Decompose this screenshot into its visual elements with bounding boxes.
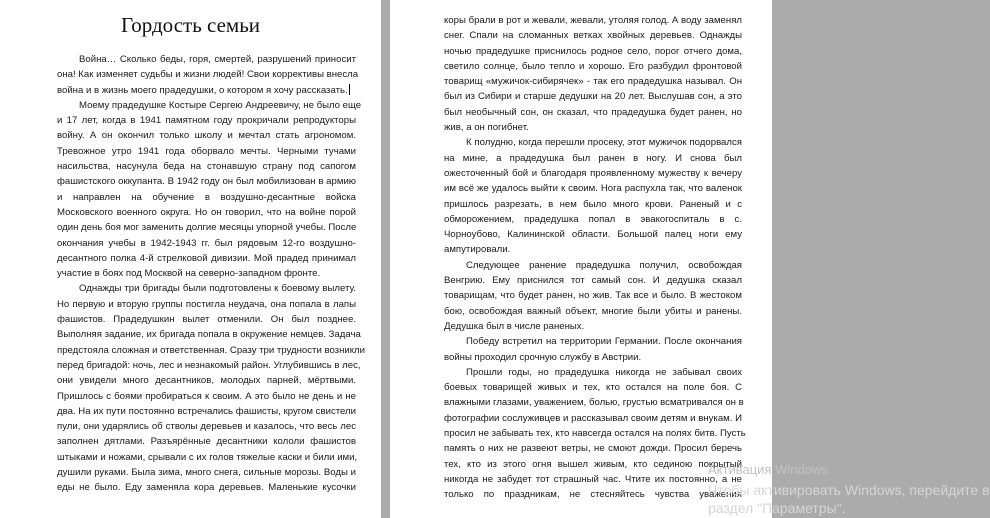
text-line: и направлен на обучение в воздушно-десантные войска (57, 191, 356, 203)
text-line: штыками и ножами, срывали с их голов тяжелые каски и били ими, (57, 451, 358, 463)
text-line: боевых товарищей живых и тех, кто остался на поле боя. С (444, 382, 742, 394)
text-line: десантного полка 4-й стрелковой дивизии. Мой прадед принимал (57, 252, 356, 264)
text-line: Но первую и вторую группы постигла неудача, она попала в лапы (57, 298, 356, 310)
text-line: Война… Сколько беды, горя, смертей, разрушений приносит (79, 54, 356, 65)
text-line: война и в жизнь моего прадедушки, о котором я хочу рассказать. (57, 84, 348, 96)
text-line: ночью прадедушке приснилось родное село, порог отчего дома, (444, 45, 742, 57)
text-line: Чорноубово, Калининской области. Большой палец ноги ему (444, 229, 742, 241)
document-page-right (390, 0, 772, 518)
text-line: войну. А он окончил только школу и мечтал стать агрономом. (57, 130, 356, 142)
document-body-right[interactable] (444, 13, 746, 503)
text-line: снег. Спали на сломанных ветках хвойных деревьев. Однажды (444, 30, 742, 42)
text-line: и 17 лет, когда в 1941 памятном году прокричали репродукторы (57, 115, 356, 127)
text-line: был необычный сон, он сказал, что прадедушка будет ранен, но (444, 106, 742, 118)
activation-watermark-text: Чтобы активировать Windows, перейдите в (708, 482, 990, 498)
text-line: они увидели много десантников, молодых парней, мёртвыми. (57, 375, 356, 387)
text-line: Победу встретил на территории Германии. После окончания (466, 336, 742, 348)
text-line: был из Сибири и старше дедушки на 20 лет. Выслушав сон, а это (444, 91, 742, 103)
text-line: товарищ «мужичок-сибирячек» - так его прадедушка называл. Он (444, 76, 742, 88)
text-line: только по праздникам, не стесняйтесь чувства уважения (444, 489, 742, 501)
text-line: жив, а он погибнет. (444, 122, 529, 134)
text-line: Однажды три бригады были подготовлены к боевому вылету. (79, 283, 356, 295)
text-line: перед бригадой: ночь, лес и незнакомый район. Углубившись в лес, (57, 359, 361, 371)
document-page-left (0, 0, 381, 518)
text-line: товарищам, что будет ранен, но жив. Так все и было. В жестоком (444, 290, 742, 302)
text-line: участие в боях под Москвой на северно-западном фронте. (57, 268, 321, 280)
text-line: Выполняя задание, их бригада попала в окружение немцев. Задача (57, 329, 361, 341)
text-line: Пришлось с боями пробираться к своим. А это было не день и не (57, 390, 356, 402)
text-line: Прошли годы, но прадедушка никогда не забывал своих (466, 366, 742, 378)
text-line: фашистов. Прадедушкин вылет отменили. Он был позднее. (57, 314, 356, 326)
activation-watermark-title: Активация Windows (708, 462, 828, 477)
text-line: память о них не развеют ветры, не смоют дожди. Просил беречь (444, 443, 742, 455)
text-line: Дедушка был в числе раненых. (444, 320, 585, 332)
document-title: Гордость семьи (120, 13, 261, 37)
text-line: насильства, насунула беда на стонавшую страну под сапогом (57, 161, 356, 173)
document-body-left[interactable] (57, 52, 365, 496)
text-line: пули, они ударялись об стволы деревьев и казалось, что весь лес (57, 421, 356, 433)
text-line: обморожением, прадедушка попал в эвакогоспиталь в с. (444, 213, 742, 225)
text-line: окончания учебы в 1942-1943 гг. был рядовым 12-го воздушно- (57, 237, 356, 249)
text-line: ожесточенный бой и благодаря проявленному мужеству к вечеру (444, 167, 742, 179)
text-line: коры брали в рот и жевали, жевали, утоляя голод. А воду заменял (444, 15, 742, 26)
text-line: Моему прадедушке Костыре Сергею Андреевичу, не было еще (79, 99, 362, 111)
text-line: фотографии сослуживцев и рассказывал своим детям и внукам. И (444, 412, 742, 424)
text-line: Тревожное утро 1941 года оборвало мечты. Черными тучами (57, 145, 356, 157)
text-line: ампутировали. (444, 244, 511, 256)
text-line: заполнен дятлами. Разъярённые десантники кололи фашистов (57, 436, 356, 448)
text-line: еды не было. Еду заменяла кора деревьев. Маленькие кусочки (57, 482, 356, 494)
text-line: К полудню, когда перешли просеку, этот мужичок подорвался (466, 137, 742, 149)
text-line: душили руками. Была зима, много снега, сильные морозы. Воды и (57, 467, 356, 479)
text-line: Следующее ранение прадедушка получил, освобождая (466, 259, 742, 271)
text-line: влажными глазами, уважением, болью, грустью всматривался он в (444, 397, 744, 409)
text-line: предстояла сложная и ответственная. Сразу три трудности возникли (57, 344, 365, 356)
text-line: тех, кто из этого огня вышел живым, кто сединою покрытый (444, 458, 742, 470)
text-line: два. На их пути постоянно встречались фашисты, кругом свистели (57, 405, 356, 417)
text-line: пришлось разрезать, в нем было много крови. Раненый и с (444, 198, 742, 210)
text-line: никогда не забудет тот страшный час. Чтите их постоянно, а не (444, 473, 742, 485)
text-line: войны проходил срочную службу в Австрии. (444, 351, 642, 363)
text-line: один день боя мог заменить долгие месяцы упорной учебы. После (57, 222, 357, 234)
text-line: светило солнце, было тепло и хорошо. Его разбудил фронтовой (444, 60, 742, 72)
text-line: она! Как изменяет судьбы и жизни людей! Свои коррективы внесла (57, 69, 359, 81)
activation-watermark-link: раздел "Параметры". (708, 500, 846, 516)
text-line: Венгрию. Ему приснился тот самый сон. И дедушка сказал (444, 275, 742, 287)
text-line: им всё же удалось выйти к своим. Нога распухла так, что валенок (444, 183, 742, 195)
text-line: фашистского оккупанта. В 1942 году он был мобилизован в армию (57, 176, 356, 188)
text-line: просил не забывать тех, кто навсегда остался на полях битв. Пусть (444, 428, 746, 440)
text-cursor (349, 84, 350, 95)
text-line: на мине, а прадедушка был ранен в ногу. И снова был (444, 152, 742, 164)
text-line: Московского военного округа. Но он говорил, что на войне порой (57, 206, 356, 218)
text-line: бою, освобождая важный объект, многие были убиты и ранены. (444, 305, 742, 317)
